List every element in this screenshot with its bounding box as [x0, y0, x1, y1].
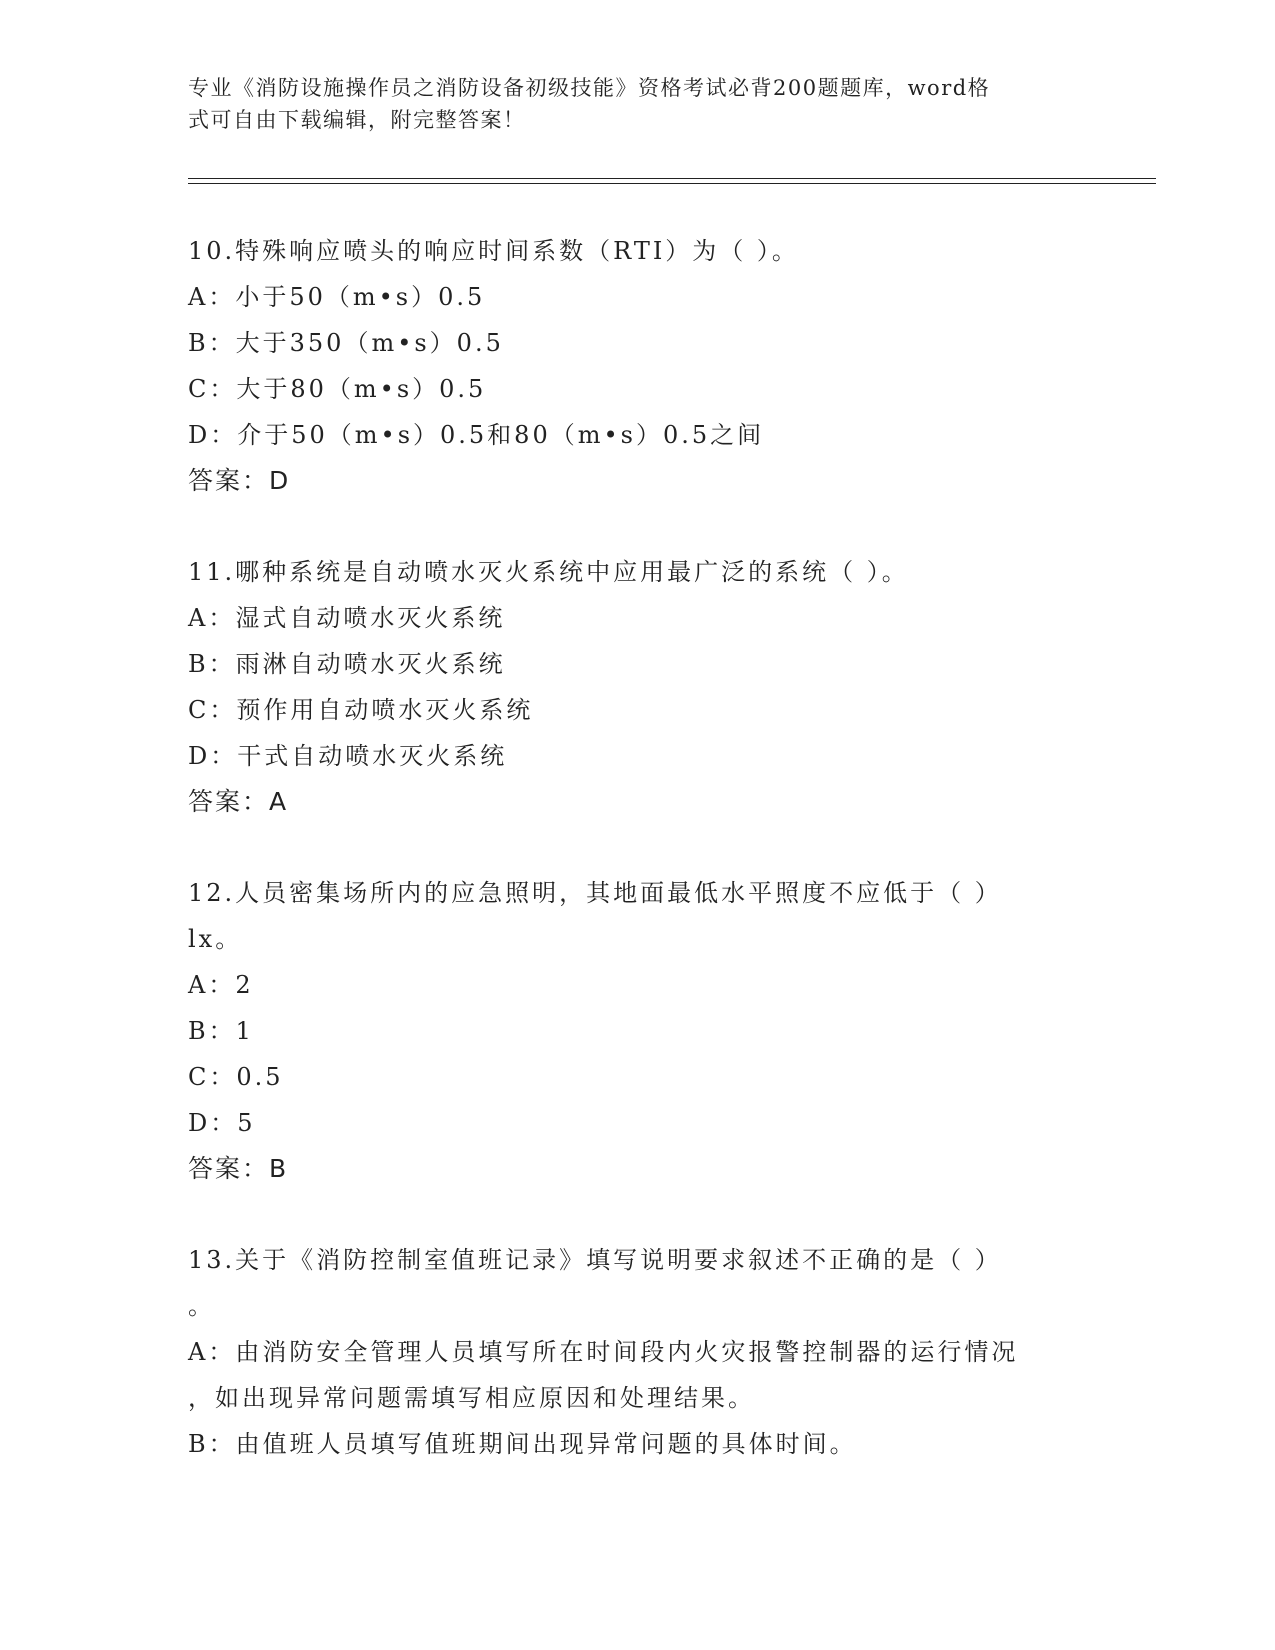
header-divider-bottom [188, 183, 1156, 184]
answer-line: 答案：B [188, 1154, 289, 1183]
header-divider-top [188, 178, 1156, 179]
option-a: A：小于50（m•s）0.5 [188, 283, 486, 311]
option-a: A：由消防安全管理人员填写所在时间段内火灾报警控制器的运行情况 [188, 1338, 1019, 1366]
question-10 [188, 228, 1078, 504]
option-c: C：预作用自动喷水灭火系统 [188, 696, 534, 724]
question-stem: 13.关于《消防控制室值班记录》填写说明要求叙述不正确的是（ ） [188, 1246, 1002, 1274]
question-stem-continued: lx。 [188, 925, 243, 953]
option-c: C：0.5 [188, 1063, 284, 1091]
header-line-2: 式可自由下载编辑，附完整答案！ [188, 108, 526, 132]
header-line-1: 专业《消防设施操作员之消防设备初级技能》资格考试必背200题题库，word格 [188, 76, 991, 100]
option-a-continued: ，如出现异常问题需填写相应原因和处理结果。 [188, 1384, 755, 1412]
option-b: B：1 [188, 1017, 254, 1045]
document-header [188, 72, 1068, 136]
option-d: D：介于50（m•s）0.5和80（m•s）0.5之间 [188, 421, 765, 449]
question-stem: 12.人员密集场所内的应急照明，其地面最低水平照度不应低于（ ） [188, 879, 1002, 907]
question-stem: 11.哪种系统是自动喷水灭火系统中应用最广泛的系统（ ）。 [188, 558, 909, 586]
question-12 [188, 870, 1078, 1192]
option-c: C：大于80（m•s）0.5 [188, 375, 487, 403]
answer-line: 答案：D [188, 466, 291, 495]
option-b: B：由值班人员填写值班期间出现异常问题的具体时间。 [188, 1430, 857, 1458]
option-d: D：5 [188, 1109, 256, 1137]
question-stem-continued: 。 [188, 1292, 215, 1320]
option-b: B：大于350（m•s）0.5 [188, 329, 504, 357]
question-stem: 10.特殊响应喷头的响应时间系数（RTI）为（ ）。 [188, 237, 799, 265]
option-d: D：干式自动喷水灭火系统 [188, 742, 508, 770]
option-a: A：湿式自动喷水灭火系统 [188, 604, 506, 632]
option-b: B：雨淋自动喷水灭火系统 [188, 650, 506, 678]
option-a: A：2 [188, 971, 254, 999]
question-13 [188, 1237, 1078, 1467]
answer-line: 答案：A [188, 787, 289, 816]
question-11 [188, 549, 1078, 825]
